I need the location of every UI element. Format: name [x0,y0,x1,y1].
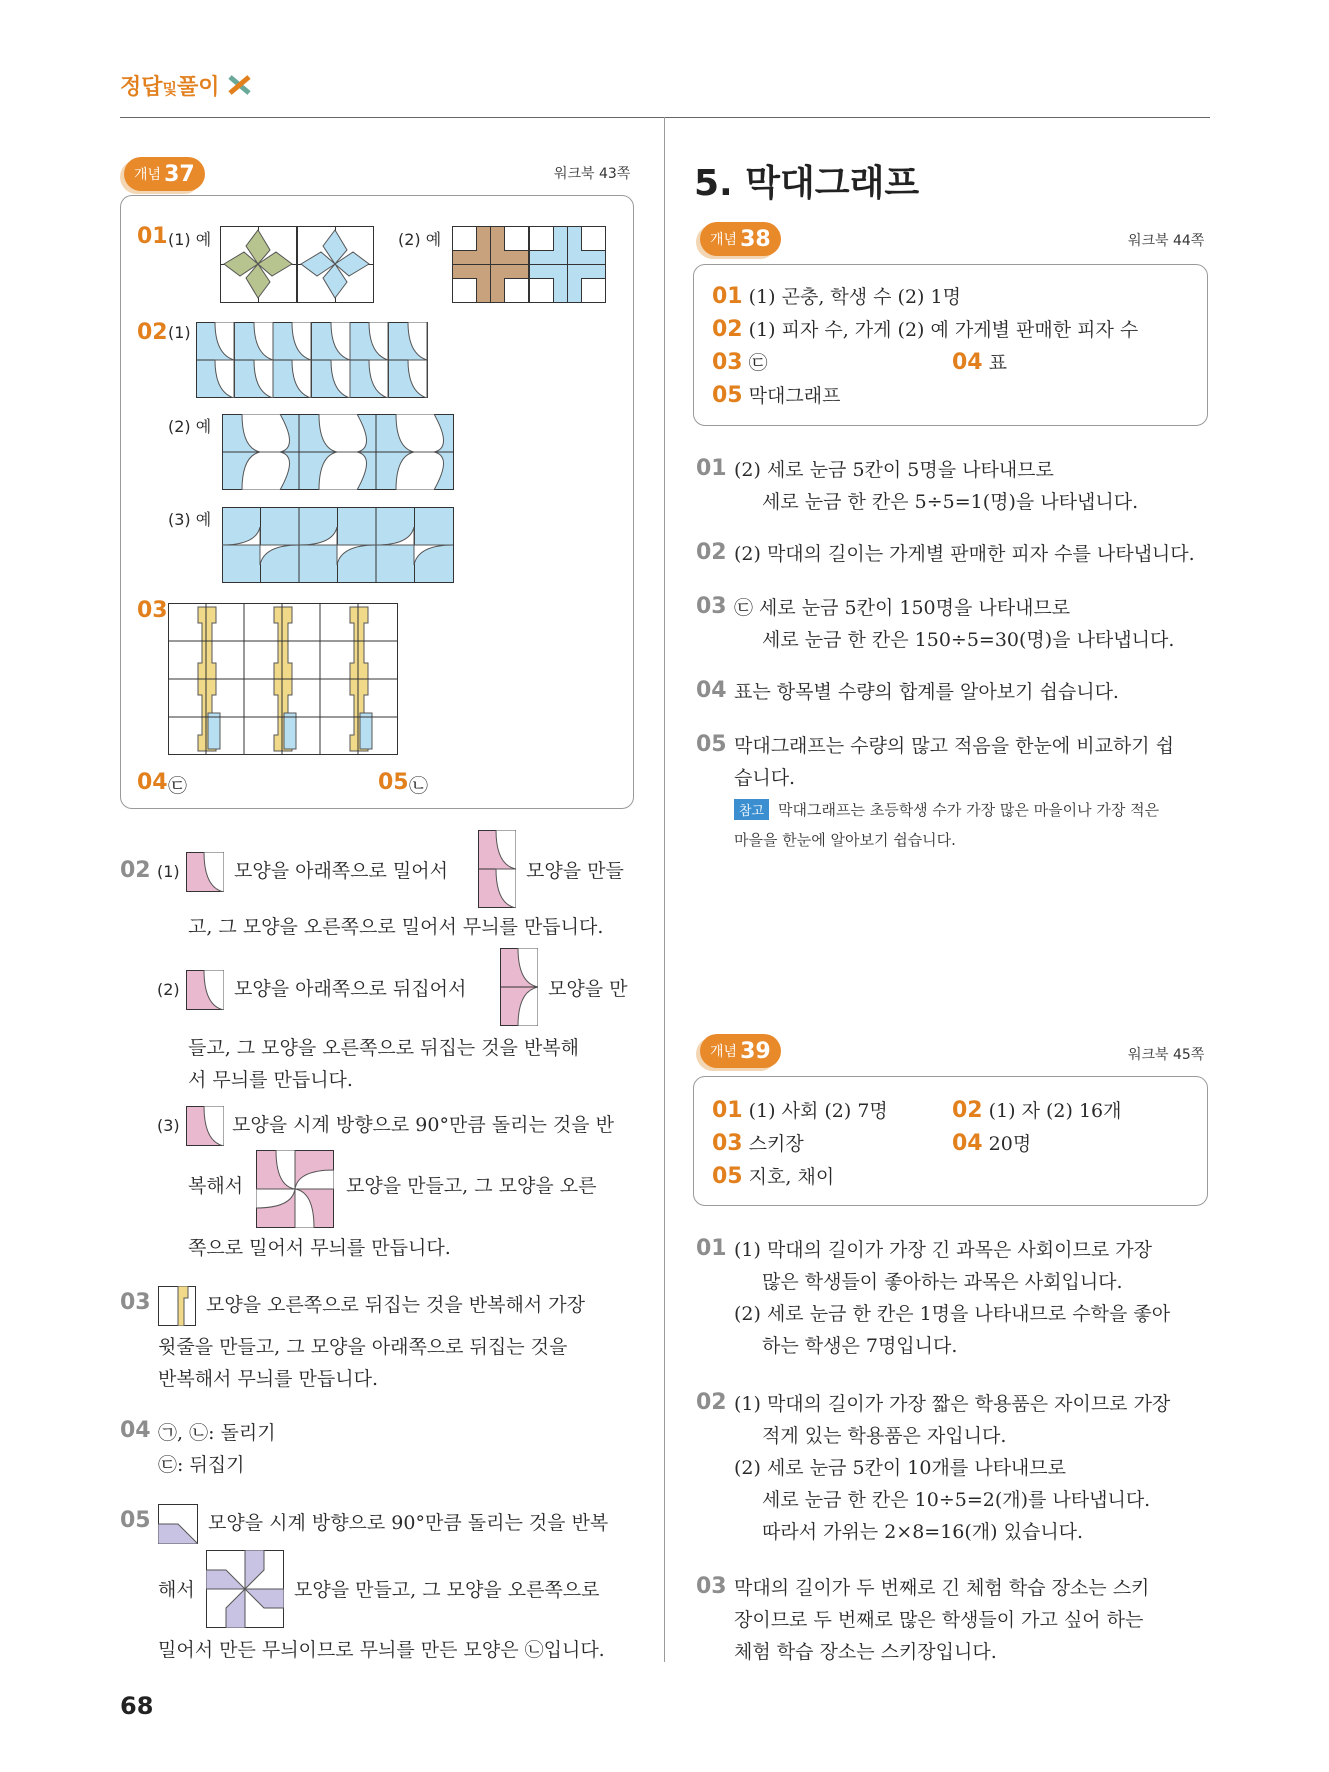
q02-pattern-1 [196,322,428,398]
sol05-c: 모양을 만들고, 그 모양을 오른쪽으로 [294,1579,600,1601]
badge-number: 38 [740,226,771,252]
answer-number: 05 [712,383,743,408]
sol02-p2-d: 서 무늬를 만듭니다. [188,1069,353,1091]
c39-sol02-a: (1) 막대의 길이가 가장 짧은 학용품은 자이므로 가장 [734,1393,1171,1415]
header-rule [120,117,1210,118]
q05-answer: ㉡ [409,775,429,797]
c39-sol03-b: 장이므로 두 번째로 많은 학생들이 가고 싶어 하는 [734,1609,1144,1631]
sol04-a: ㉠, ㉡: 돌리기 [158,1422,276,1444]
c38-answer-1 [712,281,961,313]
badge-prefix: 개념 [710,232,738,248]
sol02-p3-b: 복해서 [188,1175,244,1197]
q05-number: 05 [378,770,409,795]
c38-sol02-number: 02 [696,540,727,565]
pinwheel-lavender-icon [206,1550,284,1628]
q03-pattern [168,603,398,755]
answer-text: (1) 사회 (2) 7명 [748,1100,888,1122]
note-tag: 참고 [734,799,769,820]
sol02-p3-a: 모양을 시계 방향으로 90°만큼 돌리는 것을 반 [232,1114,614,1136]
note-text-b: 마을을 한눈에 알아보기 쉽습니다. [734,831,956,849]
c39-answer-5 [712,1161,834,1193]
answer-text: 스키장 [748,1133,804,1155]
sol02-p2-a: 모양을 아래쪽으로 뒤집어서 [234,978,467,1000]
sol02-p2-c: 들고, 그 모양을 오른쪽으로 뒤집는 것을 반복해 [188,1037,580,1059]
tile-shape-icon [186,1106,224,1146]
answer-number: 02 [712,317,743,342]
concept-badge-39 [700,1034,781,1068]
pencil-cross-icon [227,74,253,102]
workbook-ref: 워크북 44쪽 [1128,233,1205,249]
badge-prefix: 개념 [134,167,162,183]
badge-prefix: 개념 [710,1044,738,1060]
c38-answer-3 [712,347,768,379]
q01-pattern-2 [452,226,606,304]
c38-answer-5 [712,380,840,412]
answer-text: (1) 피자 수, 가게 (2) 예 가게별 판매한 피자 수 [748,319,1139,341]
q02-number: 02 [137,320,168,345]
answer-number: 03 [712,350,743,375]
c39-sol01-number: 01 [696,1236,727,1261]
q03-number: 03 [137,598,168,623]
answer-number: 04 [952,350,983,375]
header-title-b: 및 [162,80,178,98]
sol02-number: 02 [120,858,151,883]
column-divider [664,117,665,1662]
sol02-p1-b: 모양을 만들 [526,860,624,882]
c39-answer-2 [952,1095,1122,1127]
sol02-p1-c: 고, 그 모양을 오른쪽으로 밀어서 무늬를 만듭니다. [188,916,604,938]
c39-sol01-a: (1) 막대의 길이가 가장 긴 과목은 사회이므로 가장 [734,1239,1152,1261]
c38-sol05-a: 막대그래프는 수량의 많고 적음을 한눈에 비교하기 쉽 [734,735,1175,757]
c39-sol02-number: 02 [696,1390,727,1415]
tile-shape-icon [186,970,224,1010]
answer-number: 01 [712,1098,743,1123]
sol04-number: 04 [120,1418,151,1443]
c38-sol02-a: (2) 막대의 길이는 가게별 판매한 피자 수를 나타냅니다. [734,543,1195,565]
sol02-p2-label: (2) [157,980,180,999]
q04-answer: ㉢ [168,775,188,797]
q02-part1-label: (1) [168,323,191,342]
l-shape-icon [158,1286,196,1326]
tile-shape-icon [186,852,224,892]
c39-sol03-a: 막대의 길이가 두 번째로 긴 체험 학습 장소는 스키 [734,1577,1150,1599]
answer-text: ㉢ [748,352,768,374]
c39-answer-4 [952,1128,1031,1160]
c38-sol03-a: ㉢ 세로 눈금 5칸이 150명을 나타내므로 [734,597,1071,619]
tile-pair-icon [478,830,516,908]
c39-sol02-e: 따라서 가위는 2×8=16(개) 있습니다. [762,1521,1084,1543]
c38-sol03-b: 세로 눈금 한 칸은 150÷5=30(명)을 나타냅니다. [762,629,1175,651]
c38-sol01-b: 세로 눈금 한 칸은 5÷5=1(명)을 나타냅니다. [762,491,1139,513]
header-title-a: 정답 [120,75,163,100]
c39-sol03-c: 체험 학습 장소는 스키장입니다. [734,1641,997,1663]
c38-sol05-number: 05 [696,732,727,757]
c39-sol02-c: (2) 세로 눈금 5칸이 10개를 나타내므로 [734,1457,1066,1479]
sol02-p3-c: 모양을 만들고, 그 모양을 오른 [346,1175,597,1197]
sol05-b: 해서 [158,1579,195,1601]
c39-sol02-d: 세로 눈금 한 칸은 10÷5=2(개)를 나타냅니다. [762,1489,1151,1511]
c38-sol01-number: 01 [696,456,727,481]
sol05-d: 밀어서 만든 무늬이므로 무늬를 만든 모양은 ㉡입니다. [158,1639,605,1661]
c39-sol03-number: 03 [696,1574,727,1599]
badge-number: 37 [164,161,195,187]
answer-number: 02 [952,1098,983,1123]
q01-number: 01 [137,224,168,249]
q01-part2-label: (2) 예 [398,230,442,249]
answer-text: 표 [988,352,1008,374]
q02-pattern-2 [222,414,454,490]
page-header [120,70,253,102]
workbook-ref: 워크북 45쪽 [1128,1047,1205,1063]
concept-badge-37 [124,157,205,191]
sol03-b: 윗줄을 만들고, 그 모양을 아래쪽으로 뒤집는 것을 [158,1336,568,1358]
q01-pattern-1 [220,226,374,304]
tile-flip-icon [500,948,538,1026]
badge-number: 39 [740,1038,771,1064]
q01-part1-label: (1) 예 [168,230,212,249]
note-text-a: 막대그래프는 초등학생 수가 가장 많은 마을이나 가장 적은 [778,801,1160,819]
c38-sol01-a: (2) 세로 눈금 5칸이 5명을 나타내므로 [734,459,1054,481]
answer-text: 20명 [988,1133,1032,1155]
answer-text: 막대그래프 [748,385,841,407]
c38-sol03-number: 03 [696,594,727,619]
c38-answer-4 [952,347,1007,379]
sol03-c: 반복해서 무늬를 만듭니다. [158,1368,379,1390]
answer-number: 01 [712,284,743,309]
c39-answer-1 [712,1095,888,1127]
answer-text: (1) 곤충, 학생 수 (2) 1명 [748,286,961,308]
sol05-a: 모양을 시계 방향으로 90°만큼 돌리는 것을 반복 [208,1512,609,1534]
answer-number: 04 [952,1131,983,1156]
sol03-a: 모양을 오른쪽으로 뒤집는 것을 반복해서 가장 [206,1294,585,1316]
section-title: 5. 막대그래프 [694,163,920,204]
sol02-p3-d: 쪽으로 밀어서 무늬를 만듭니다. [188,1237,451,1259]
c39-sol01-d: 하는 학생은 7명입니다. [762,1335,958,1357]
q02-pattern-3 [222,507,454,583]
sol02-p3-label: (3) [157,1116,180,1135]
answer-text: 지호, 채이 [748,1166,835,1188]
c39-sol01-b: 많은 학생들이 좋아하는 과목은 사회입니다. [762,1271,1123,1293]
c38-sol05-b: 습니다. [734,767,796,789]
sol02-p1-label: (1) [157,862,180,881]
c39-answer-3 [712,1128,804,1160]
sol02-p1-a: 모양을 아래쪽으로 밀어서 [234,860,448,882]
answer-number: 03 [712,1131,743,1156]
q02-part3-label: (3) 예 [168,510,212,529]
c39-sol01-c: (2) 세로 눈금 한 칸은 1명을 나타내므로 수학을 좋아 [734,1303,1171,1325]
c38-sol04-a: 표는 항목별 수량의 합계를 알아보기 쉽습니다. [734,681,1119,703]
sol02-p2-b: 모양을 만 [548,978,628,1000]
page-number: 68 [120,1692,154,1720]
c39-sol02-b: 적게 있는 학용품은 자입니다. [762,1425,1007,1447]
sol04-b: ㉢: 뒤집기 [158,1454,245,1476]
c38-sol04-number: 04 [696,678,727,703]
triangle-tile-icon [158,1504,198,1544]
c38-answer-2 [712,314,1138,346]
answer-number: 05 [712,1164,743,1189]
concept-badge-38 [700,222,781,256]
answer-text: (1) 자 (2) 16개 [988,1100,1122,1122]
workbook-ref: 워크북 43쪽 [554,166,631,182]
q02-part2-label: (2) 예 [168,417,212,436]
pinwheel-icon [256,1150,334,1228]
sol05-number: 05 [120,1508,151,1533]
sol03-number: 03 [120,1290,151,1315]
header-title-c: 풀이 [177,75,220,100]
q04-number: 04 [137,770,168,795]
